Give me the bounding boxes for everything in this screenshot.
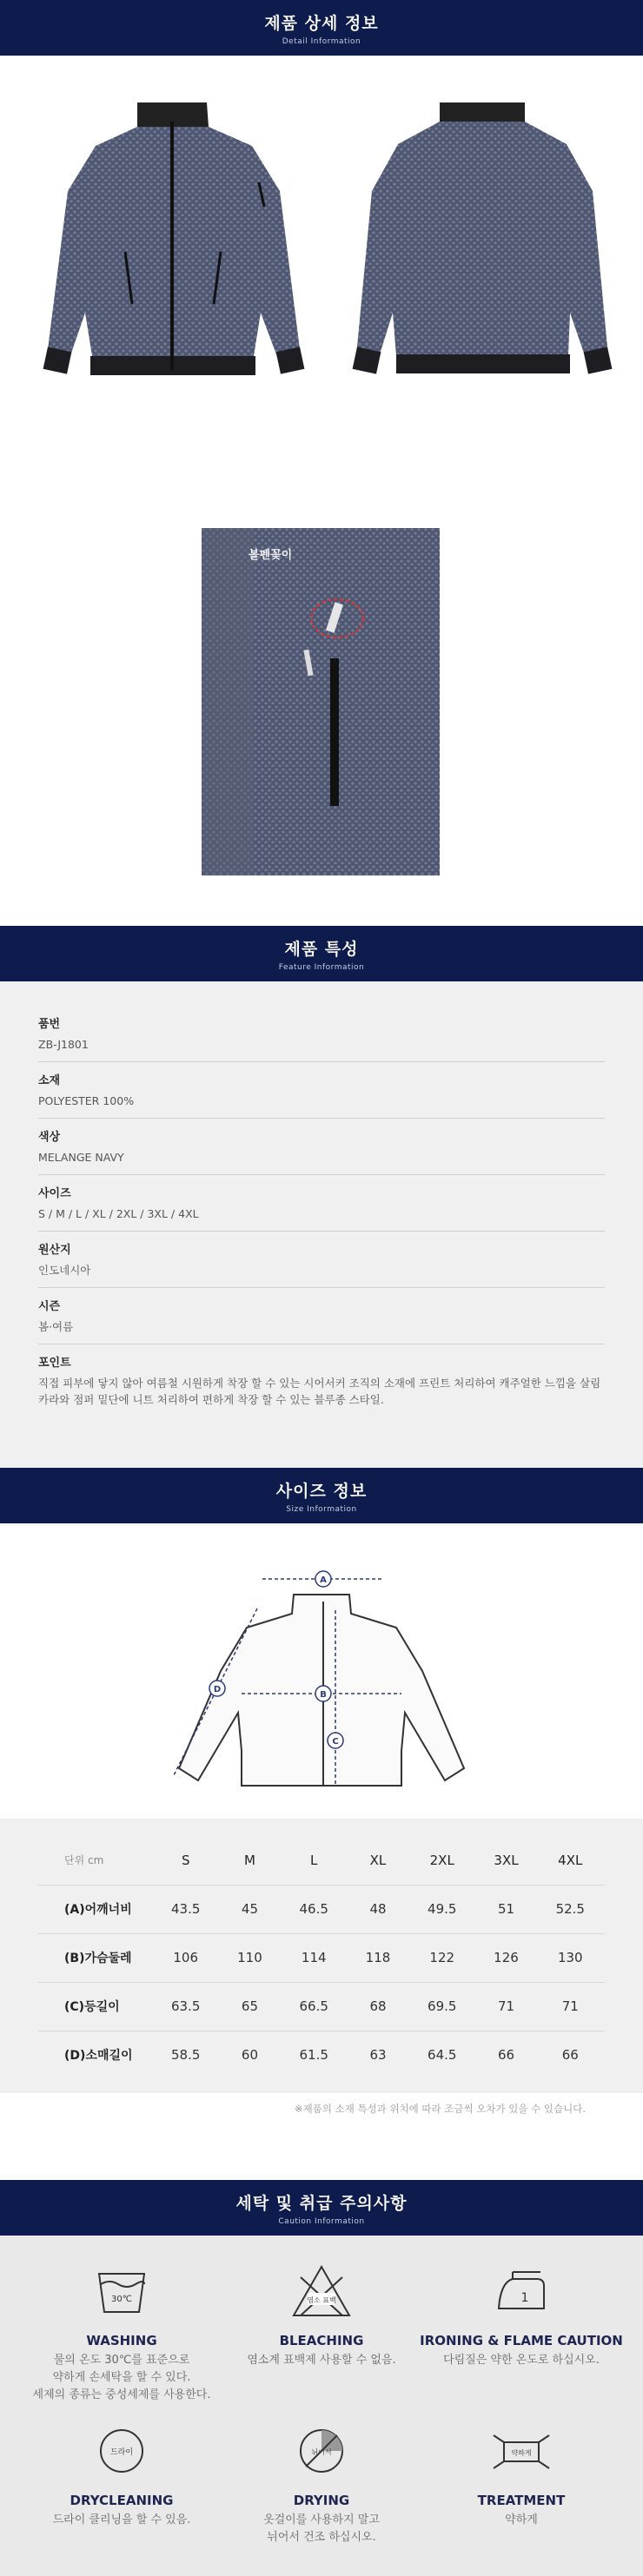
feature-row-season xyxy=(38,1288,605,1344)
table-cell: 68 xyxy=(348,1982,408,2031)
care-section-subtitle: Caution Information xyxy=(278,2216,365,2226)
table-cell: 130 xyxy=(536,1933,605,1982)
care-item-drycleaning xyxy=(17,2421,226,2529)
pen-pocket-closeup-image xyxy=(202,528,440,875)
table-cell: 106 xyxy=(151,1933,220,1982)
table-cell: 63.5 xyxy=(151,1982,220,2031)
bleaching-icon xyxy=(287,2262,356,2322)
table-cell: 64.5 xyxy=(408,2031,476,2079)
detail-closeup-area xyxy=(0,405,643,926)
size-column-header: 3XL xyxy=(494,1852,519,1868)
care-desc xyxy=(17,2512,226,2529)
care-title: DRYCLEANING xyxy=(70,2493,174,2508)
size-diagram xyxy=(0,1523,643,1819)
feature-label: 시즌 xyxy=(38,1300,61,1313)
table-cell: 114 xyxy=(280,1933,348,1982)
size-column-header: M xyxy=(243,1852,255,1868)
table-cell: 122 xyxy=(408,1933,476,1982)
feature-list xyxy=(0,981,643,1468)
feature-label: 소재 xyxy=(38,1074,61,1087)
table-cell: 66 xyxy=(476,2031,535,2079)
table-cell: 58.5 xyxy=(151,2031,220,2079)
table-row xyxy=(38,1982,605,2031)
bleaching-icon-text: 염소 표백 xyxy=(307,2296,336,2304)
row-label: (D)소매길이 xyxy=(38,2031,151,2079)
feature-value: 봄·여름 xyxy=(38,1320,74,1333)
size-measurement-illustration xyxy=(0,1523,643,1819)
care-item-treatment xyxy=(417,2421,626,2529)
care-desc-line: 약하게 손세탁을 할 수 있다. xyxy=(52,2371,191,2384)
detail-section-header xyxy=(0,0,643,56)
jacket-front-image xyxy=(35,96,313,387)
feature-label: 색상 xyxy=(38,1131,61,1144)
feature-label: 품번 xyxy=(38,1018,61,1031)
care-desc-line: 옷걸이를 사용하지 말고 xyxy=(263,2513,380,2526)
feature-section-title: 제품 특성 xyxy=(284,939,359,959)
care-title: WASHING xyxy=(86,2333,157,2348)
marker-a: A xyxy=(320,1575,327,1585)
table-row xyxy=(38,2031,605,2079)
care-section-title: 세탁 및 취급 주의사항 xyxy=(235,2193,408,2213)
size-table-area xyxy=(0,1819,643,2093)
size-column-header: 4XL xyxy=(558,1852,583,1868)
marker-b: B xyxy=(320,1690,327,1700)
feature-value: POLYESTER 100% xyxy=(38,1094,135,1107)
row-label: (C)등길이 xyxy=(38,1982,151,2031)
treatment-icon-text: 약하게 xyxy=(511,2449,532,2457)
table-cell: 60 xyxy=(220,2031,279,2079)
care-desc-line: 뉘어서 건조 하십시오. xyxy=(267,2531,376,2544)
detail-section-title: 제품 상세 정보 xyxy=(264,13,379,33)
table-cell: 43.5 xyxy=(151,1885,220,1933)
table-cell: 49.5 xyxy=(408,1885,476,1933)
size-table-header-row xyxy=(38,1836,605,1885)
feature-label: 사이즈 xyxy=(38,1187,71,1200)
size-column-header: XL xyxy=(369,1852,387,1868)
table-cell: 48 xyxy=(348,1885,408,1933)
table-cell: 46.5 xyxy=(280,1885,348,1933)
care-section-header xyxy=(0,2180,643,2236)
drycleaning-icon xyxy=(87,2421,156,2482)
drycleaning-icon-text: 드라이 xyxy=(109,2448,134,2457)
marker-c: C xyxy=(332,1737,339,1747)
care-desc xyxy=(17,2352,226,2404)
care-item-washing xyxy=(17,2262,226,2404)
feature-section-header xyxy=(0,926,643,981)
feature-row-point xyxy=(38,1344,605,1417)
table-cell: 52.5 xyxy=(536,1885,605,1933)
size-column-header: L xyxy=(310,1852,318,1868)
care-desc-line: 약하게 xyxy=(505,2513,538,2526)
care-desc xyxy=(217,2352,426,2369)
washing-icon-text: 30℃ xyxy=(111,2295,132,2304)
care-item-bleaching xyxy=(217,2262,426,2369)
feature-row-size xyxy=(38,1175,605,1232)
feature-value: S / M / L / XL / 2XL / 3XL / 4XL xyxy=(38,1207,199,1220)
feature-row-product-code xyxy=(38,1006,605,1062)
feature-row-origin xyxy=(38,1232,605,1288)
size-column-header: 2XL xyxy=(429,1852,454,1868)
table-cell: 65 xyxy=(220,1982,279,2031)
drying-icon-text: 뉘어서 xyxy=(311,2448,332,2456)
care-desc xyxy=(417,2512,626,2529)
size-section-header xyxy=(0,1468,643,1523)
table-cell: 45 xyxy=(220,1885,279,1933)
care-title: DRYING xyxy=(293,2493,350,2508)
care-desc-line: 염소계 표백제 사용할 수 없음. xyxy=(247,2354,396,2367)
care-title: BLEACHING xyxy=(279,2333,364,2348)
feature-section-subtitle: Feature Information xyxy=(278,962,365,972)
jacket-photos xyxy=(0,56,643,405)
table-cell: 66 xyxy=(536,2031,605,2079)
care-desc-line: 다림질은 약한 온도로 하십시오. xyxy=(443,2354,600,2367)
care-desc-line: 드라이 클리닝을 할 수 있음. xyxy=(52,2513,191,2526)
pen-pocket-closeup-graphic xyxy=(202,528,440,875)
care-title: IRONING & FLAME CAUTION xyxy=(420,2333,623,2348)
care-desc-line: 물의 온도 30℃를 표준으로 xyxy=(53,2354,190,2367)
care-item-ironing xyxy=(417,2262,626,2369)
feature-value: MELANGE NAVY xyxy=(38,1151,124,1164)
feature-label: 포인트 xyxy=(38,1357,71,1370)
feature-value: ZB-J1801 xyxy=(38,1038,89,1051)
table-cell: 69.5 xyxy=(408,1982,476,2031)
drying-icon xyxy=(287,2421,356,2482)
care-title: TREATMENT xyxy=(477,2493,566,2508)
care-desc-line: 세제의 종류는 중성세제를 사용한다. xyxy=(32,2388,211,2401)
care-desc xyxy=(417,2352,626,2369)
size-column-header: S xyxy=(181,1852,190,1868)
iron-icon xyxy=(487,2262,556,2322)
care-desc xyxy=(217,2512,426,2546)
table-cell: 71 xyxy=(536,1982,605,2031)
feature-row-color xyxy=(38,1119,605,1175)
table-cell: 71 xyxy=(476,1982,535,2031)
feature-value-line2: 카라와 점퍼 밑단에 니트 처리하여 편하게 착장 할 수 있는 블루종 스타일. xyxy=(38,1393,384,1406)
unit-label: 단위 cm xyxy=(64,1854,104,1867)
size-section-subtitle: Size Information xyxy=(286,1504,357,1514)
feature-value: 직접 피부에 닿지 않아 여름철 시원하게 착장 할 수 있는 시어서커 조직의 소재에 프린트 처리하여 캐주얼한 느낌을 살림 xyxy=(38,1377,601,1390)
table-cell: 110 xyxy=(220,1933,279,1982)
washing-icon xyxy=(87,2262,156,2322)
table-cell: 66.5 xyxy=(280,1982,348,2031)
feature-row-material xyxy=(38,1062,605,1119)
detail-section-subtitle: Detail Information xyxy=(282,36,361,46)
care-instructions xyxy=(0,2236,643,2576)
marker-d: D xyxy=(213,1685,222,1694)
iron-icon-text: 1 xyxy=(520,2291,529,2305)
row-label: (A)어깨너비 xyxy=(38,1885,151,1933)
table-cell: 126 xyxy=(476,1933,535,1982)
size-table xyxy=(38,1836,605,2079)
treatment-icon xyxy=(487,2421,556,2482)
table-cell: 63 xyxy=(348,2031,408,2079)
table-cell: 118 xyxy=(348,1933,408,1982)
table-row xyxy=(38,1885,605,1933)
feature-label: 원산지 xyxy=(38,1244,71,1257)
size-section-title: 사이즈 정보 xyxy=(275,1481,368,1501)
size-note: ※제품의 소재 특성과 위치에 따라 조금씩 오차가 있을 수 있습니다. xyxy=(294,2103,586,2115)
pen-holder-callout: 볼펜꽂이 xyxy=(249,549,293,562)
jacket-back-image xyxy=(348,96,617,387)
care-item-drying xyxy=(217,2421,426,2546)
table-cell: 61.5 xyxy=(280,2031,348,2079)
feature-value: 인도네시아 xyxy=(38,1264,91,1277)
table-row xyxy=(38,1933,605,1982)
table-cell: 51 xyxy=(476,1885,535,1933)
row-label: (B)가슴둘레 xyxy=(38,1933,151,1982)
